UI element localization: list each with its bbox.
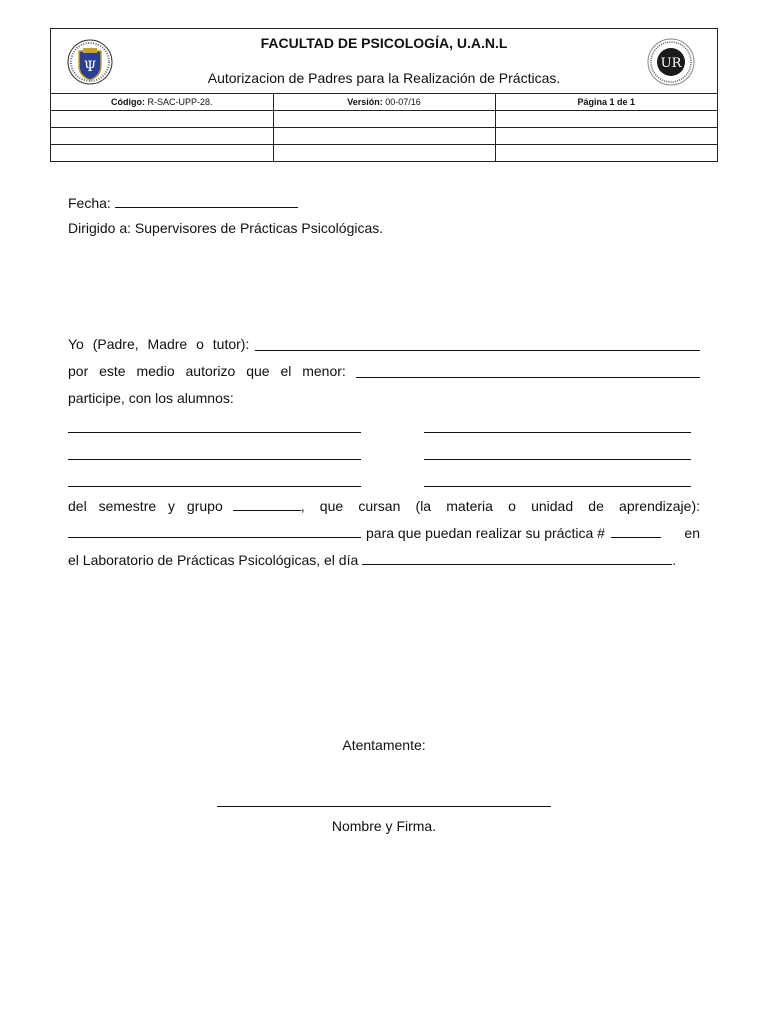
period-mark: . bbox=[672, 552, 677, 568]
autorizo-label: por este medio autorizo que el menor: bbox=[68, 363, 346, 379]
atentamente-text: Atentamente: bbox=[342, 737, 426, 753]
empty-cell bbox=[495, 145, 717, 162]
laboratorio-line bbox=[68, 550, 676, 568]
header-title-block bbox=[51, 29, 717, 94]
yo-label: Yo (Padre, Madre o tutor): bbox=[68, 336, 250, 352]
yo-line bbox=[68, 336, 700, 352]
dirigido-text: Dirigido a: Supervisores de Prácticas Psicológicas. bbox=[68, 220, 384, 236]
empty-cell bbox=[51, 111, 273, 128]
header-title: FACULTAD DE PSICOLOGÍA, U.A.N.L bbox=[260, 35, 508, 51]
version-cell bbox=[273, 94, 495, 111]
fecha-line bbox=[68, 193, 298, 211]
document-meta-table bbox=[51, 94, 717, 161]
en-label: en bbox=[684, 525, 700, 541]
empty-cell bbox=[51, 145, 273, 162]
fecha-field[interactable] bbox=[115, 193, 298, 208]
para-label: para que puedan realizar su práctica # bbox=[366, 525, 605, 541]
student-field-3[interactable] bbox=[68, 445, 361, 460]
semestre-line bbox=[68, 496, 700, 514]
pagina-cell bbox=[495, 94, 717, 111]
empty-cell bbox=[495, 111, 717, 128]
right-seal-text: UR bbox=[660, 56, 682, 71]
pagina-label: Página 1 de 1 bbox=[577, 97, 636, 107]
dia-field[interactable] bbox=[362, 550, 672, 565]
version-value: 00-07/16 bbox=[385, 97, 421, 107]
student-field-1[interactable] bbox=[68, 418, 361, 433]
student-field-4[interactable] bbox=[424, 445, 691, 460]
tutor-name-field[interactable] bbox=[255, 336, 700, 351]
codigo-value: R-SAC-UPP-28. bbox=[147, 97, 213, 107]
document-header bbox=[50, 28, 718, 162]
practica-number-field[interactable] bbox=[611, 523, 661, 538]
materia-field[interactable] bbox=[68, 523, 361, 538]
codigo-cell bbox=[51, 94, 273, 111]
header-subtitle: Autorizacion de Padres para la Realización de Prácticas. bbox=[207, 70, 561, 86]
grupo-field[interactable] bbox=[233, 496, 301, 511]
student-field-2[interactable] bbox=[424, 418, 691, 433]
codigo-label: Código: bbox=[110, 97, 145, 107]
version-label: Versión: bbox=[347, 97, 383, 107]
fecha-label: Fecha: bbox=[68, 195, 111, 211]
laboratorio-label: el Laboratorio de Prácticas Psicológicas, el día bbox=[68, 552, 359, 568]
student-field-6[interactable] bbox=[424, 472, 691, 487]
empty-cell bbox=[495, 128, 717, 145]
empty-cell bbox=[273, 145, 495, 162]
participe-text: participe, con los alumnos: bbox=[68, 390, 234, 406]
empty-cell bbox=[273, 128, 495, 145]
menor-name-field[interactable] bbox=[356, 363, 700, 378]
right-seal-logo-icon bbox=[647, 38, 695, 86]
menor-line bbox=[68, 363, 700, 379]
signature-field[interactable] bbox=[217, 792, 551, 807]
materia-line bbox=[68, 523, 700, 541]
student-field-5[interactable] bbox=[68, 472, 361, 487]
firma-label: Nombre y Firma. bbox=[331, 818, 437, 834]
cursan-label: , que cursan (la materia o unidad de aprendizaje): bbox=[300, 498, 700, 514]
semestre-label: del semestre y grupo bbox=[68, 498, 223, 514]
empty-cell bbox=[51, 128, 273, 145]
svg-text:Ψ: Ψ bbox=[83, 59, 97, 75]
empty-cell bbox=[273, 111, 495, 128]
